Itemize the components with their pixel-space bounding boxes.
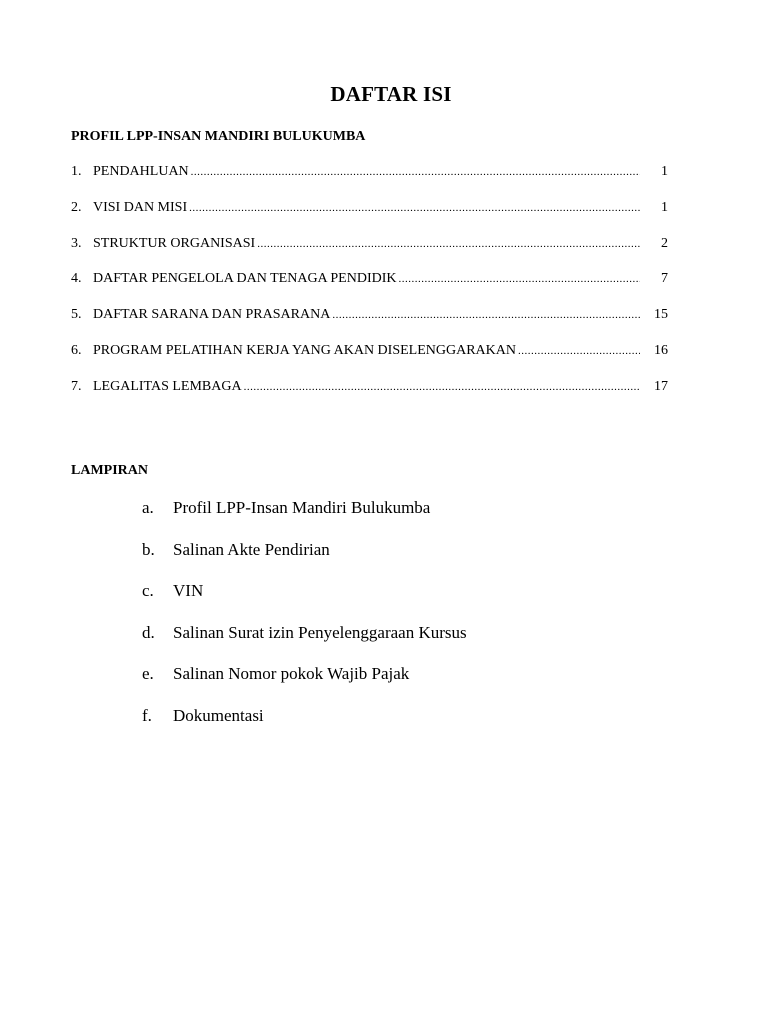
lampiran-item-c xyxy=(142,581,467,623)
lampiran-item-label: Profil LPP-Insan Mandiri Bulukumba xyxy=(173,498,431,517)
toc-entry-2 xyxy=(71,200,668,236)
toc-entry-label: DAFTAR SARANA DAN PRASARANA xyxy=(93,307,331,323)
toc-entry-number: 7. xyxy=(71,378,82,394)
lampiran-item-label: VIN xyxy=(173,581,204,600)
lampiran-item-label: Salinan Nomor pokok Wajib Pajak xyxy=(173,664,410,683)
lampiran-item-letter: a. xyxy=(142,498,154,517)
lampiran-heading: LAMPIRAN xyxy=(71,463,148,478)
toc-entry-number: 2. xyxy=(71,199,82,215)
lampiran-item-letter: d. xyxy=(142,622,155,642)
toc-entry-label: DAFTAR PENGELOLA DAN TENAGA PENDIDIK xyxy=(93,271,397,287)
toc-entry-1 xyxy=(71,164,668,200)
toc-dot-leader xyxy=(191,166,640,178)
toc-entry-label: LEGALITAS LEMBAGA xyxy=(93,378,242,394)
toc-dot-leader xyxy=(189,202,640,214)
toc-entry-6 xyxy=(71,343,668,379)
toc-dot-leader xyxy=(399,273,640,285)
profile-heading: PROFIL LPP-INSAN MANDIRI BULUKUMBA xyxy=(71,129,366,144)
toc-entry-3 xyxy=(71,236,668,272)
toc-entry-page: 7 xyxy=(661,271,668,287)
toc-entry-label: VISI DAN MISI xyxy=(93,199,188,215)
page-title: DAFTAR ISI xyxy=(330,82,452,106)
lampiran-item-e xyxy=(142,664,467,706)
lampiran-item-letter: e. xyxy=(142,664,154,683)
lampiran-item-letter: c. xyxy=(142,581,154,600)
toc-dot-leader xyxy=(518,345,640,357)
toc-entry-label: PROGRAM PELATIHAN KERJA YANG AKAN DISELENGGARAKAN xyxy=(93,342,516,358)
toc-dot-leader xyxy=(244,381,640,393)
toc-entry-page: 1 xyxy=(661,199,668,215)
toc-entry-number: 5. xyxy=(71,307,82,323)
toc-entry-page: 1 xyxy=(661,164,668,179)
toc-entry-number: 1. xyxy=(71,164,82,179)
lampiran-item-letter: b. xyxy=(142,539,155,559)
toc-entry-number: 6. xyxy=(71,342,82,358)
toc-entry-5 xyxy=(71,307,668,343)
lampiran-item-a xyxy=(142,498,467,540)
toc-entry-page: 15 xyxy=(654,307,668,323)
lampiran-item-b xyxy=(142,540,467,582)
lampiran-list xyxy=(142,498,467,747)
toc-dot-leader xyxy=(332,309,640,321)
toc-entry-page: 2 xyxy=(661,235,668,251)
lampiran-item-letter: f. xyxy=(142,705,152,725)
lampiran-item-f xyxy=(142,706,467,748)
toc-entry-number: 4. xyxy=(71,271,82,287)
lampiran-item-d xyxy=(142,623,467,665)
toc-entry-number: 3. xyxy=(71,235,82,251)
toc-entry-page: 16 xyxy=(654,342,668,358)
lampiran-item-label: Salinan Akte Pendirian xyxy=(173,539,330,559)
toc-dot-leader xyxy=(257,238,640,250)
toc-entry-label: STRUKTUR ORGANISASI xyxy=(93,235,256,251)
toc-entry-7 xyxy=(71,379,668,415)
lampiran-item-label: Salinan Surat izin Penyelenggaraan Kursus xyxy=(173,622,467,642)
toc-entry-page: 17 xyxy=(654,378,668,394)
toc-entry-label: PENDAHLUAN xyxy=(93,164,189,179)
table-of-contents xyxy=(71,164,668,415)
toc-entry-4 xyxy=(71,271,668,307)
lampiran-item-label: Dokumentasi xyxy=(173,705,264,725)
